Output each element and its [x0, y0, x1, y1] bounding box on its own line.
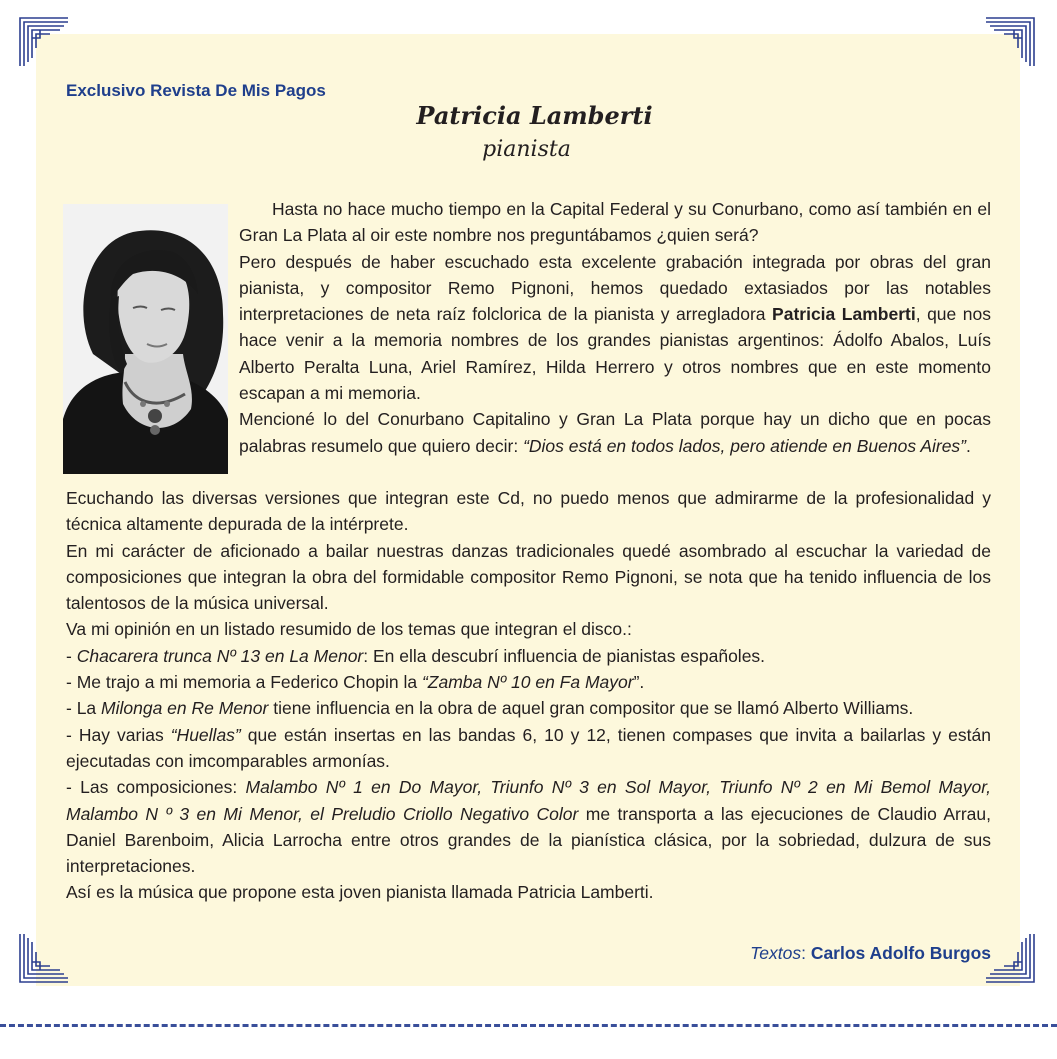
body-paragraph-7: Así es la música que propone esta joven pianista llamada Patricia Lamberti. — [66, 882, 654, 903]
list-item — [66, 643, 991, 669]
list-item-title: Milonga en Re Menor — [101, 698, 269, 719]
source-label: Exclusivo Revista De Mis Pagos — [66, 81, 326, 100]
body-paragraph-6: Va mi opinión en un listado resumido de los temas que integran el disco.: — [66, 619, 632, 640]
intro-paragraph-3-text-a: Mencioné lo del Conurbano Capitalino y Gran La Plata porque hay un dicho que en pocas palabras resumelo que quiero decir: — [239, 409, 991, 456]
body-text — [66, 485, 991, 906]
list-item-text: : En ella descubrí influencia de pianistas españoles. — [363, 645, 766, 666]
list-item-prefix: - Las composiciones: — [66, 777, 246, 798]
list-item-title: “Huellas” — [170, 724, 241, 745]
credit-label: Textos — [750, 943, 802, 963]
artist-name-bold: Patricia Lamberti — [772, 304, 916, 325]
author-credit — [750, 943, 991, 964]
corner-ornament-top-right — [984, 16, 1036, 68]
corner-ornament-top-left — [18, 16, 70, 68]
article-subtitle: pianista — [482, 137, 571, 162]
list-item-text: me transporta a las ejecuciones de Claudio Arrau, Daniel Barenboim, Alicia Larrocha entre otros grandes de la pianística clásica, por la sobriedad, dulzura de sus interpretaciones. — [66, 803, 991, 877]
intro-paragraph-1: Hasta no hace mucho tiempo en la Capital Federal y su Conurbano, como así también en el Gran La Plata al oir este nombre nos preguntábamos ¿quien será? — [239, 199, 991, 246]
credit-author: Carlos Adolfo Burgos — [810, 943, 991, 963]
list-item — [66, 669, 991, 695]
list-item-title: Malambo Nº 1 en Do Mayor, Triunfo Nº 3 en Sol Mayor, Triunfo Nº 2 en Mi Bemol Mayor, Malambo N º 3 en Mi Menor, el Preludio Criollo Negativo Color — [66, 777, 991, 824]
body-paragraph-5: En mi carácter de aficionado a bailar nuestras danzas tradicionales quedé asombrado al escuchar la variedad de composiciones que integran la obra del formidable compositor Remo Pignoni, se nota que ha tenido influencia de los talentosos de la música universal. — [66, 540, 991, 614]
dashed-divider — [0, 1024, 1057, 1027]
corner-ornament-bottom-right — [984, 932, 1036, 984]
list-item-prefix: - La — [66, 698, 102, 719]
intro-paragraph-3 — [239, 406, 991, 459]
body-paragraph-4: Ecuchando las diversas versiones que integran este Cd, no puedo menos que admirarme de la profesionalidad y técnica altamente depurada de la intérprete. — [66, 488, 991, 535]
list-item-prefix: - — [66, 645, 77, 666]
list-item-title: “Zamba Nº 10 en Fa Mayor — [421, 672, 634, 693]
list-item — [66, 722, 991, 775]
list-item-text: ”. — [633, 672, 645, 693]
list-item-prefix: - Hay varias — [66, 724, 171, 745]
list-item-title: Chacarera trunca Nº 13 en La Menor — [76, 645, 364, 666]
intro-paragraph-2-text-b: , que nos hace venir a la memoria nombres de los grandes pianistas argentinos: Ádolfo Abalos, Luís Alberto Peralta Luna, Ariel Ramírez, Hilda Herrero y otros nombres que en este momento escapan a mi memoria. — [239, 304, 992, 404]
intro-paragraph-2 — [239, 249, 991, 407]
intro-paragraph-3-text-b: . — [966, 435, 971, 456]
corner-ornament-bottom-left — [18, 932, 70, 984]
list-item-prefix: - Me trajo a mi memoria a Federico Chopin la — [66, 672, 422, 693]
portrait-photo — [63, 204, 228, 474]
credit-separator: : — [801, 943, 811, 963]
intro-text — [239, 196, 991, 459]
intro-paragraph-2-text-a: Pero después de haber escuchado esta excelente grabación integrada por obras del gran pianista, y compositor Remo Pignoni, hemos quedado extasiados por las notables interpretaciones de neta raíz folclorica de la pianista y arregladora — [239, 251, 991, 325]
saying-quote: “Dios está en todos lados, pero atiende en Buenos Aires” — [523, 435, 967, 456]
article-title: Patricia Lamberti — [416, 101, 653, 130]
list-item-text: que están insertas en las bandas 6, 10 y 12, tienen compases que invita a bailarlas y están ejecutadas con imcomparables armonías. — [66, 724, 991, 771]
list-item — [66, 695, 991, 721]
list-item-text: tiene influencia en la obra de aquel gran compositor que se llamó Alberto Williams. — [268, 698, 914, 719]
list-item — [66, 774, 991, 879]
